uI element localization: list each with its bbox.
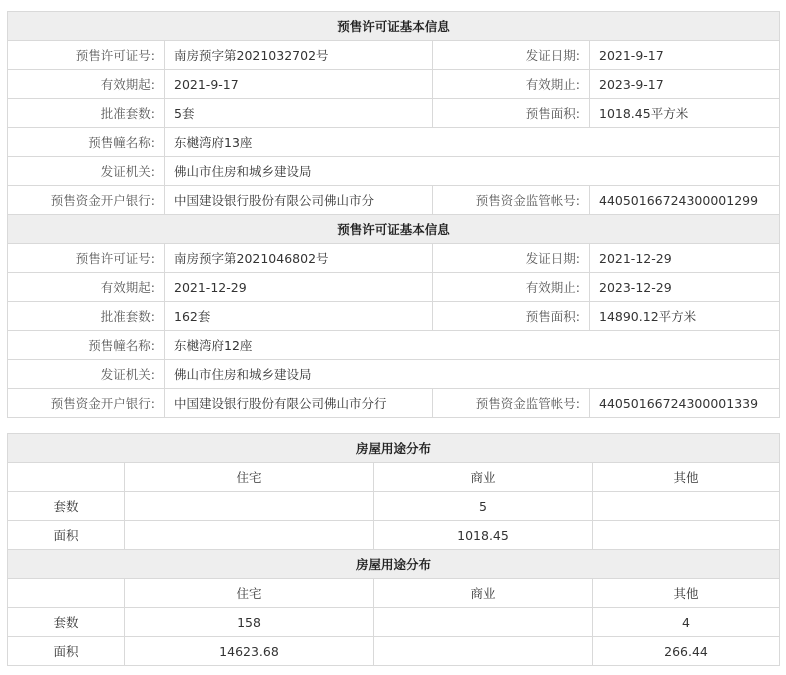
units-label: 批准套数: <box>8 302 165 331</box>
presale-permit-table <box>7 11 780 418</box>
valid-to-label: 有效期止: <box>433 70 590 99</box>
residential-area: 14623.68 <box>125 637 374 666</box>
column-header-residential: 住宅 <box>125 579 374 608</box>
bank-value: 中国建设银行股份有限公司佛山市分行 <box>165 389 433 418</box>
residential-units: 158 <box>125 608 374 637</box>
row-label-units: 套数 <box>8 608 125 637</box>
usage-section-title: 房屋用途分布 <box>8 550 780 579</box>
permit-section-title: 预售许可证基本信息 <box>8 215 780 244</box>
commercial-area <box>374 637 593 666</box>
permit-section-title: 预售许可证基本信息 <box>8 12 780 41</box>
commercial-units <box>374 608 593 637</box>
corner-cell <box>8 579 125 608</box>
valid-from-label: 有效期起: <box>8 273 165 302</box>
table-row <box>8 244 780 273</box>
issue-date-label: 发证日期: <box>433 244 590 273</box>
commercial-area: 1018.45 <box>374 521 593 550</box>
authority-label: 发证机关: <box>8 360 165 389</box>
row-label-area: 面积 <box>8 637 125 666</box>
table-row <box>8 608 780 637</box>
residential-units <box>125 492 374 521</box>
usage-column-header-row <box>8 463 780 492</box>
table-row <box>8 360 780 389</box>
bank-label: 预售资金开户银行: <box>8 389 165 418</box>
other-area <box>593 521 780 550</box>
usage-header-row <box>8 550 780 579</box>
building-value: 东樾湾府12座 <box>165 331 780 360</box>
valid-from-label: 有效期起: <box>8 70 165 99</box>
authority-value: 佛山市住房和城乡建设局 <box>165 157 780 186</box>
building-label: 预售幢名称: <box>8 128 165 157</box>
table-row <box>8 521 780 550</box>
table-row <box>8 492 780 521</box>
area-value: 1018.45平方米 <box>590 99 780 128</box>
authority-value: 佛山市住房和城乡建设局 <box>165 360 780 389</box>
usage-section-title: 房屋用途分布 <box>8 434 780 463</box>
column-header-residential: 住宅 <box>125 463 374 492</box>
permit-no-value: 南房预字第2021032702号 <box>165 41 433 70</box>
other-units: 4 <box>593 608 780 637</box>
building-value: 东樾湾府13座 <box>165 128 780 157</box>
valid-from-value: 2021-9-17 <box>165 70 433 99</box>
table-row <box>8 186 780 215</box>
usage-distribution-table <box>7 433 780 666</box>
table-row <box>8 302 780 331</box>
valid-to-value: 2023-12-29 <box>590 273 780 302</box>
column-header-other: 其他 <box>593 579 780 608</box>
building-label: 预售幢名称: <box>8 331 165 360</box>
other-units <box>593 492 780 521</box>
permit-header-row <box>8 12 780 41</box>
commercial-units: 5 <box>374 492 593 521</box>
valid-to-value: 2023-9-17 <box>590 70 780 99</box>
bank-value: 中国建设银行股份有限公司佛山市分 <box>165 186 433 215</box>
authority-label: 发证机关: <box>8 157 165 186</box>
residential-area <box>125 521 374 550</box>
row-label-area: 面积 <box>8 521 125 550</box>
table-row <box>8 331 780 360</box>
table-row <box>8 70 780 99</box>
units-label: 批准套数: <box>8 99 165 128</box>
row-label-units: 套数 <box>8 492 125 521</box>
account-value: 44050166724300001339 <box>590 389 780 418</box>
table-row <box>8 128 780 157</box>
issue-date-value: 2021-12-29 <box>590 244 780 273</box>
units-value: 162套 <box>165 302 433 331</box>
table-row <box>8 273 780 302</box>
column-header-commercial: 商业 <box>374 463 593 492</box>
issue-date-value: 2021-9-17 <box>590 41 780 70</box>
permit-header-row <box>8 215 780 244</box>
usage-column-header-row <box>8 579 780 608</box>
area-label: 预售面积: <box>433 302 590 331</box>
permit-no-value: 南房预字第2021046802号 <box>165 244 433 273</box>
column-header-other: 其他 <box>593 463 780 492</box>
table-row <box>8 157 780 186</box>
column-header-commercial: 商业 <box>374 579 593 608</box>
usage-header-row <box>8 434 780 463</box>
valid-from-value: 2021-12-29 <box>165 273 433 302</box>
other-area: 266.44 <box>593 637 780 666</box>
area-label: 预售面积: <box>433 99 590 128</box>
table-row <box>8 637 780 666</box>
corner-cell <box>8 463 125 492</box>
account-label: 预售资金监管帐号: <box>433 389 590 418</box>
area-value: 14890.12平方米 <box>590 302 780 331</box>
permit-no-label: 预售许可证号: <box>8 41 165 70</box>
account-label: 预售资金监管帐号: <box>433 186 590 215</box>
permit-no-label: 预售许可证号: <box>8 244 165 273</box>
table-row <box>8 41 780 70</box>
valid-to-label: 有效期止: <box>433 273 590 302</box>
issue-date-label: 发证日期: <box>433 41 590 70</box>
bank-label: 预售资金开户银行: <box>8 186 165 215</box>
account-value: 44050166724300001299 <box>590 186 780 215</box>
table-row <box>8 99 780 128</box>
units-value: 5套 <box>165 99 433 128</box>
table-row <box>8 389 780 418</box>
